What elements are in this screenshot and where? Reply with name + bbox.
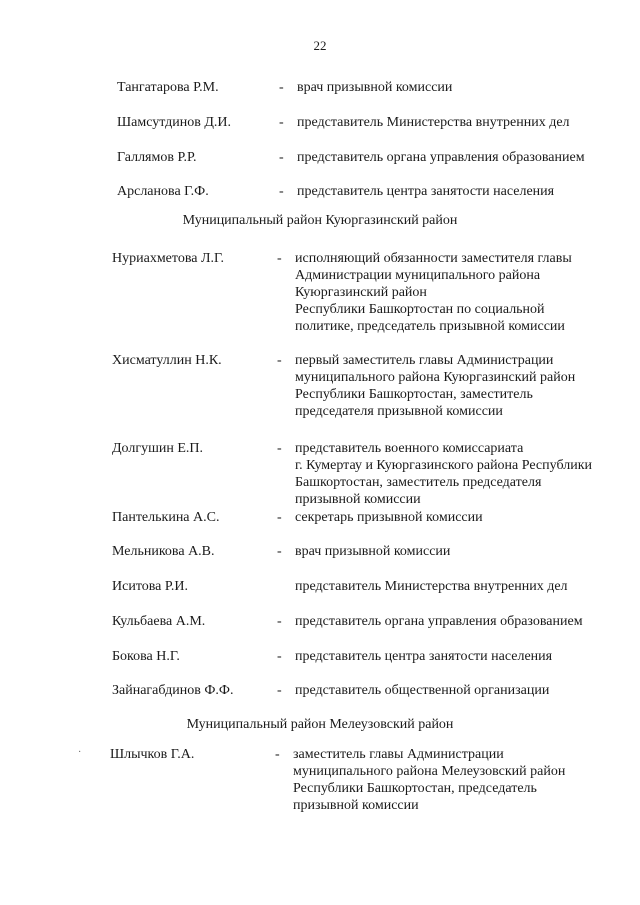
member-role-line: призывной комиссии (293, 798, 419, 813)
member-role (295, 352, 575, 420)
member-dash: - (277, 649, 282, 664)
member-role-line: секретарь призывной комиссии (295, 510, 483, 525)
member-role-line: врач призывной комиссии (295, 544, 451, 559)
member-role-line: представитель Министерства внутренних дел (295, 579, 568, 594)
page-number: 22 (313, 38, 327, 53)
member-role-line: политике, председатель призывной комиссии (295, 319, 565, 334)
member-name: Мельникова А.В. (112, 544, 215, 559)
member-dash: - (279, 115, 284, 130)
member-role-line: представитель органа управления образованием (295, 614, 583, 629)
member-role-line: Республики Башкортостан, председатель (293, 781, 537, 796)
member-dash: - (277, 441, 282, 456)
member-role-line: представитель военного комиссариата (295, 441, 524, 456)
member-role-line: Куюргазинский район (295, 285, 427, 300)
member-role-line: муниципального района Мелеузовский район (293, 764, 566, 779)
member-role-line: первый заместитель главы Администрации (295, 353, 554, 368)
member-role-line: призывной комиссии (295, 492, 421, 507)
member-name: Зайнагабдинов Ф.Ф. (112, 683, 234, 698)
member-role-line: заместитель главы Администрации (293, 747, 504, 762)
member-dash: - (277, 353, 282, 368)
member-role (295, 682, 549, 699)
member-dash: - (275, 747, 280, 762)
member-name: Тангатарова Р.М. (117, 80, 219, 95)
member-role-line: Республики Башкортостан, заместитель (295, 387, 533, 402)
member-name: Нуриахметова Л.Г. (112, 251, 224, 266)
member-role (297, 149, 585, 166)
member-role (295, 613, 583, 630)
member-dash: - (277, 614, 282, 629)
member-role (295, 509, 483, 526)
member-role (297, 79, 452, 96)
member-name: Долгушин Е.П. (112, 441, 204, 456)
member-role-line: врач призывной комиссии (297, 80, 453, 95)
member-role (295, 250, 572, 335)
section-heading: Муниципальный район Мелеузовский район (186, 717, 454, 732)
member-dash: - (279, 184, 284, 199)
member-name: Бокова Н.Г. (112, 649, 180, 664)
member-role (293, 746, 565, 814)
member-dash: - (279, 150, 284, 165)
member-name: Галлямов Р.Р. (117, 150, 197, 165)
member-role (295, 648, 552, 665)
member-role-line: представитель центра занятости населения (295, 649, 553, 664)
member-role-line: представитель общественной организации (295, 683, 550, 698)
member-role (295, 578, 568, 595)
member-name: Хисматуллин Н.К. (112, 353, 222, 368)
member-name: Кульбаева А.М. (112, 614, 206, 629)
member-role-line: муниципального района Куюргазинский район (295, 370, 576, 385)
member-name: Иситова Р.И. (112, 579, 189, 594)
member-role (295, 440, 592, 508)
member-role-line: представитель центра занятости населения (297, 184, 555, 199)
member-name: Пантелькина А.С. (112, 510, 220, 525)
member-dash: - (279, 80, 284, 95)
member-role-line: Республики Башкортостан по социальной (295, 302, 545, 317)
member-role (297, 183, 554, 200)
member-dash: - (277, 510, 282, 525)
member-dash: - (277, 544, 282, 559)
section-heading: Муниципальный район Куюргазинский район (182, 213, 458, 228)
member-role-line: исполняющий обязанности заместителя главы (295, 251, 572, 266)
member-dash: - (277, 251, 282, 266)
member-role-line: представитель органа управления образованием (297, 150, 585, 165)
member-role-line: г. Кумертау и Куюргазинского района Республики (295, 458, 592, 473)
member-name: Шамсутдинов Д.И. (117, 115, 232, 130)
member-role-line: председателя призывной комиссии (295, 404, 503, 419)
member-role-line: представитель Министерства внутренних дел (297, 115, 570, 130)
member-role (297, 114, 570, 131)
member-name: Арсланова Г.Ф. (117, 184, 209, 199)
member-role (295, 543, 450, 560)
member-role-line: Башкортостан, заместитель председателя (295, 475, 542, 490)
member-name: Шлычков Г.А. (110, 747, 195, 762)
scan-speck: · (78, 747, 82, 758)
member-role-line: Администрации муниципального района (295, 268, 541, 283)
member-dash: - (277, 683, 282, 698)
